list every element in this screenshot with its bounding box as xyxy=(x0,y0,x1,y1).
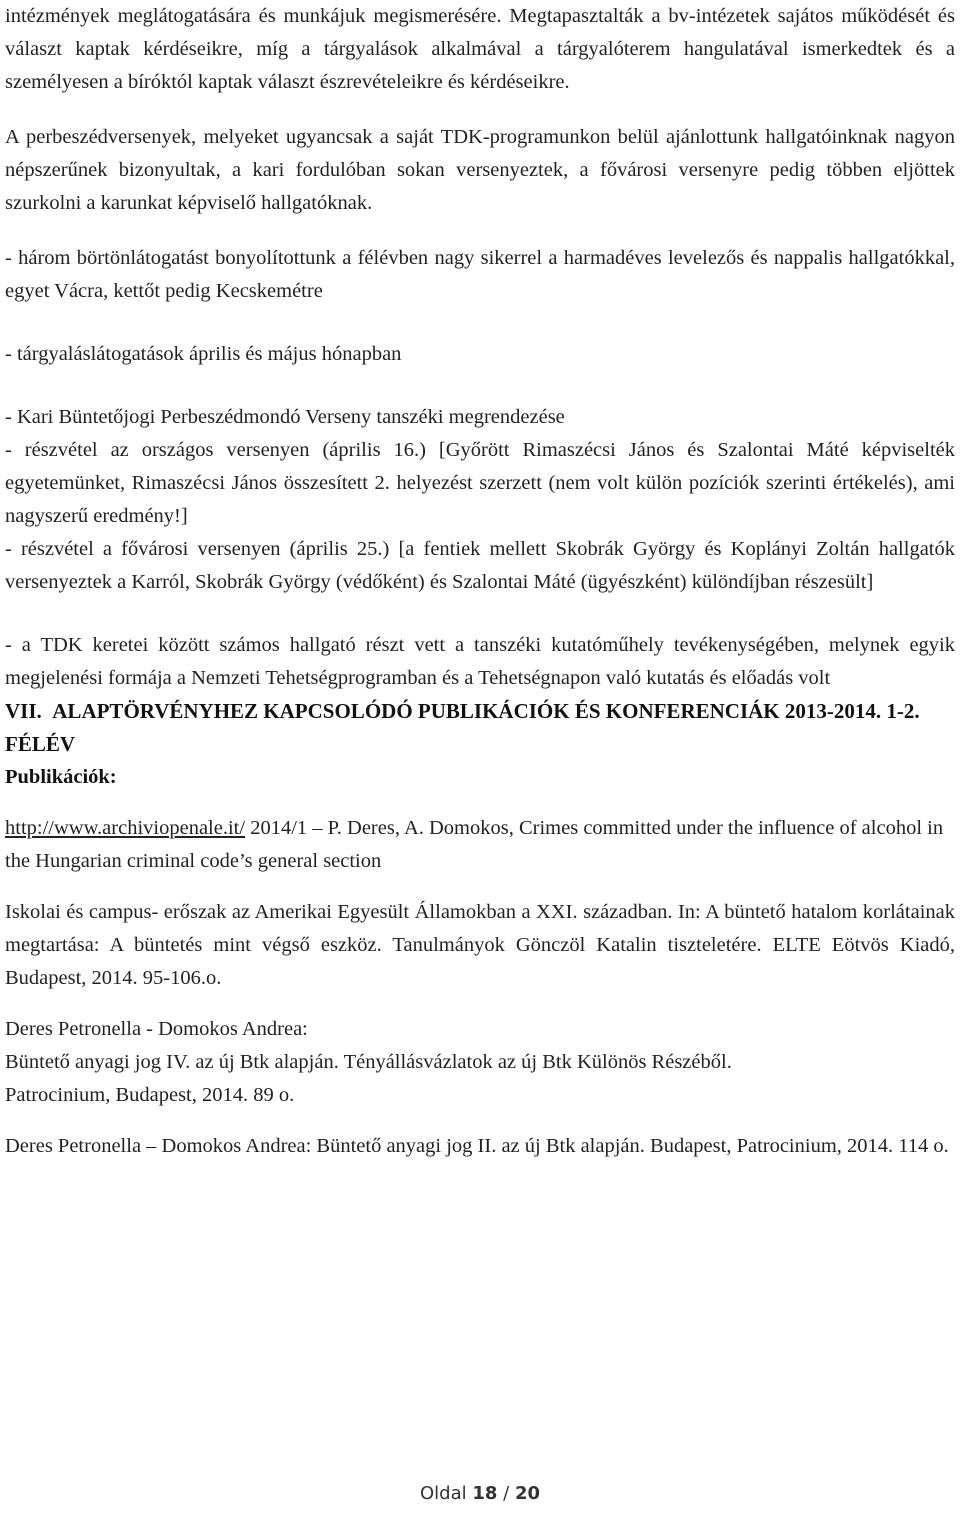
publication-1 xyxy=(5,812,955,878)
publication-3 xyxy=(5,1013,955,1112)
capital-competition-item: - részvétel a fővárosi versenyen (április 25.) [a fentiek mellett Skobrák György és Koplányi Zoltán hallgatók versenyeztek a Karról, Skobrák György (védőként) és Szalontai Máté (ügyészként) különdíjban részesült] xyxy=(5,538,955,593)
section-title: ALAPTÖRVÉNYHEZ KAPCSOLÓDÓ PUBLIKÁCIÓK ÉS KONFERENCIÁK 2013-2014. 1-2. FÉLÉV xyxy=(5,699,920,756)
section-number: VII. xyxy=(5,699,42,723)
page-separator: / xyxy=(497,1483,515,1504)
publication-3-publisher: Patrocinium, Budapest, 2014. 89 o. xyxy=(5,1084,295,1106)
intro-paragraph: intézmények meglátogatására és munkájuk megismerésére. Megtapasztalták a bv-intézetek sajátos működését és választ kaptak kérdéseikre, míg a tárgyalások alkalmával a tárgyalóterem hangulatával ismerkedtek és a személyesen a bíróktól kaptak választ észrevételeikre és kérdéseikre. xyxy=(5,5,955,93)
publication-2: Iskolai és campus- erőszak az Amerikai Egyesült Államokban a XXI. században. In: A büntető hatalom korlátainak megtartása: A büntetés mint végső eszköz. Tanulmányok Gönczöl Katalin tiszteletére. ELTE Eötvös Kiadó, Budapest, 2014. 95-106.o. xyxy=(5,901,955,989)
current-page-number: 18 xyxy=(472,1483,498,1504)
publication-3-authors: Deres Petronella - Domokos Andrea: xyxy=(5,1018,308,1040)
total-page-number: 20 xyxy=(514,1483,540,1504)
publication-1-text: 2014/1 – P. Deres, A. Domokos, Crimes committed under the influence of alcohol in the Hungarian criminal code’s general section xyxy=(5,817,944,872)
faculty-competition-item: - Kari Büntetőjogi Perbeszédmondó Verseny tanszéki megrendezése xyxy=(5,406,565,428)
publication-4: Deres Petronella – Domokos Andrea: Büntető anyagi jog II. az új Btk alapján. Budapest, Patrocinium, 2014. 114 o. xyxy=(5,1135,949,1157)
trial-visits-item: - tárgyaláslátogatások április és május hónapban xyxy=(5,343,402,365)
tdk-workshop-item: - a TDK keretei között számos hallgató részt vett a tanszéki kutatóműhely tevékenységében, melynek egyik megjelenési formája a Nemzeti Tehetségprogramban és a Tehetségnapon való kutatás és előadás volt xyxy=(5,634,955,689)
archiviopenale-link[interactable]: http://www.archiviopenale.it/ xyxy=(5,817,246,839)
document-page xyxy=(5,0,955,1163)
page-label: Oldal xyxy=(420,1483,473,1504)
national-competition-item: - részvétel az országos versenyen (április 16.) [Győrött Rimaszécsi János és Szalontai Máté képviselték egyetemünket, Rimaszécsi János összesített 2. helyezést szerzett (nem volt külön pozíciók szerinti értékelés), ami nagyszerű eredmény!] xyxy=(5,439,955,527)
prison-visits-item: - három börtönlátogatást bonyolítottunk a félévben nagy sikerrel a harmadéves levelezős és nappalis hallgatókkal, egyet Vácra, kettőt pedig Kecskemétre xyxy=(5,247,955,302)
publications-subheading: Publikációk: xyxy=(5,766,117,788)
section-heading xyxy=(5,695,955,761)
page-footer xyxy=(0,1483,960,1504)
publication-3-title: Büntető anyagi jog IV. az új Btk alapján. Tényállásvázlatok az új Btk Különös Részéből. xyxy=(5,1051,732,1073)
debate-paragraph: A perbeszédversenyek, melyeket ugyancsak a saját TDK-programunkon belül ajánlottunk hallgatóinknak nagyon népszerűnek bizonyultak, a kari fordulóban sokan versenyeztek, a fővárosi versenyre pedig többen eljöttek szurkolni a karunkat képviselő hallgatóknak. xyxy=(5,126,955,214)
